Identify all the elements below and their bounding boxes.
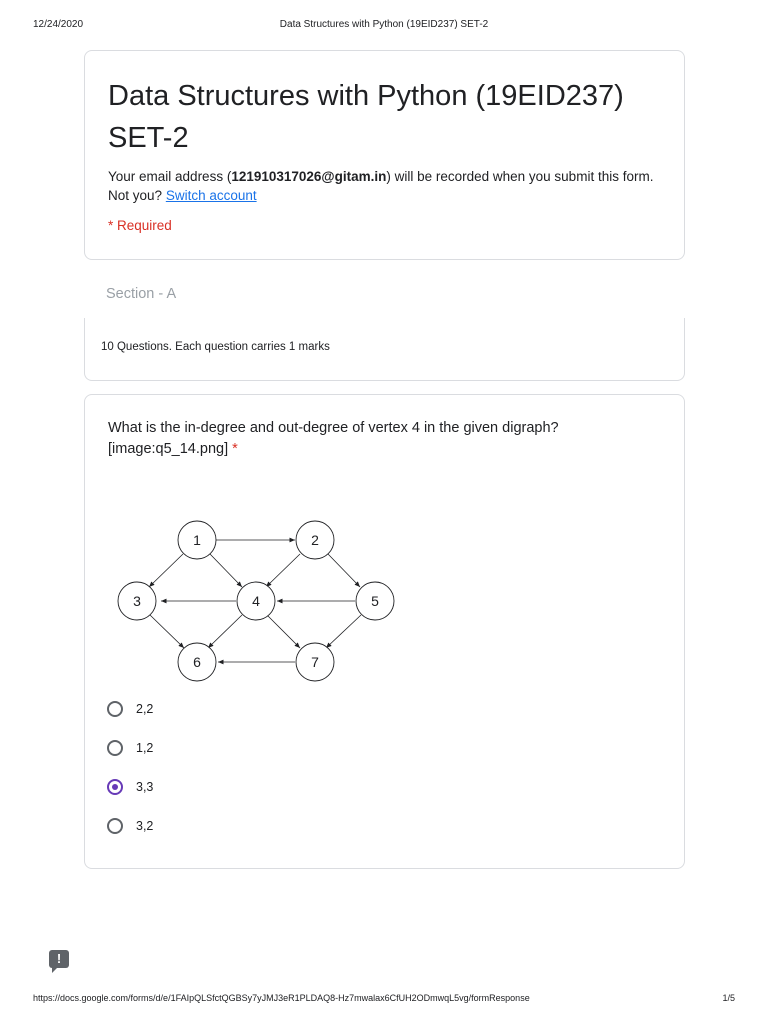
radio-button-4[interactable] <box>107 818 123 834</box>
section-title: Section - A <box>106 286 177 302</box>
footer-url: https://docs.google.com/forms/d/e/1FAIpQLSfctQGBSy7yJMJ3eR1PLDAQ8-Hz7mwalax6CfUH2ODmwqL5vg/formResponse <box>33 993 530 1003</box>
question-line-2: [image:q5_14.png] <box>108 441 229 457</box>
edge-5-7 <box>326 615 361 648</box>
graph-node-label-3: 3 <box>133 593 141 609</box>
digraph-image <box>109 509 409 689</box>
graph-node-label-1: 1 <box>193 532 201 548</box>
edge-2-4 <box>266 554 300 587</box>
option-label-2: 1,2 <box>136 741 154 755</box>
print-title: Data Structures with Python (19EID237) SET-2 <box>279 19 489 30</box>
option-label-1: 2,2 <box>136 702 154 716</box>
section-card <box>84 318 685 381</box>
question-text <box>108 418 668 460</box>
option-label-3: 3,3 <box>136 780 154 794</box>
radio-button-3[interactable] <box>107 779 123 795</box>
graph-node-label-5: 5 <box>371 593 379 609</box>
graph-node-label-7: 7 <box>311 654 319 670</box>
edge-1-4 <box>210 554 242 587</box>
graph-node-label-6: 6 <box>193 654 201 670</box>
form-title: Data Structures with Python (19EID237) SET-2 <box>108 80 624 154</box>
radio-button-1[interactable] <box>107 701 123 717</box>
option-label-4: 3,2 <box>136 819 154 833</box>
edge-3-6 <box>150 615 184 648</box>
radio-button-2[interactable] <box>107 740 123 756</box>
form-header-card <box>84 50 685 260</box>
print-date: 12/24/2020 <box>33 19 84 30</box>
edge-1-3 <box>149 554 183 587</box>
graph-node-label-2: 2 <box>311 532 319 548</box>
question-card <box>84 394 685 869</box>
section-description: 10 Questions. Each question carries 1 marks <box>101 341 330 353</box>
graph-node-label-4: 4 <box>252 593 260 609</box>
question-line-1: What is the in-degree and out-degree of vertex 4 in the given digraph? <box>108 420 559 436</box>
switch-account-link[interactable]: Switch account <box>165 188 257 203</box>
option-4[interactable] <box>107 815 153 837</box>
required-asterisk: * <box>232 441 238 457</box>
page-number: 1/5 <box>722 993 735 1003</box>
not-you-text: Not you? <box>108 188 163 203</box>
option-3[interactable] <box>107 776 153 798</box>
email-prefix: Your email address ( <box>108 169 232 184</box>
required-note: * Required <box>108 218 172 233</box>
email-suffix: ) will be recorded when you submit this form. <box>386 169 654 184</box>
feedback-icon[interactable]: ! <box>49 950 69 968</box>
option-2[interactable] <box>107 737 153 759</box>
edge-4-7 <box>267 615 300 648</box>
email-address: 121910317026@gitam.in <box>231 169 387 184</box>
edge-4-6 <box>208 615 242 648</box>
edge-2-5 <box>328 554 360 587</box>
option-1[interactable] <box>107 698 153 720</box>
email-notice <box>108 167 678 205</box>
